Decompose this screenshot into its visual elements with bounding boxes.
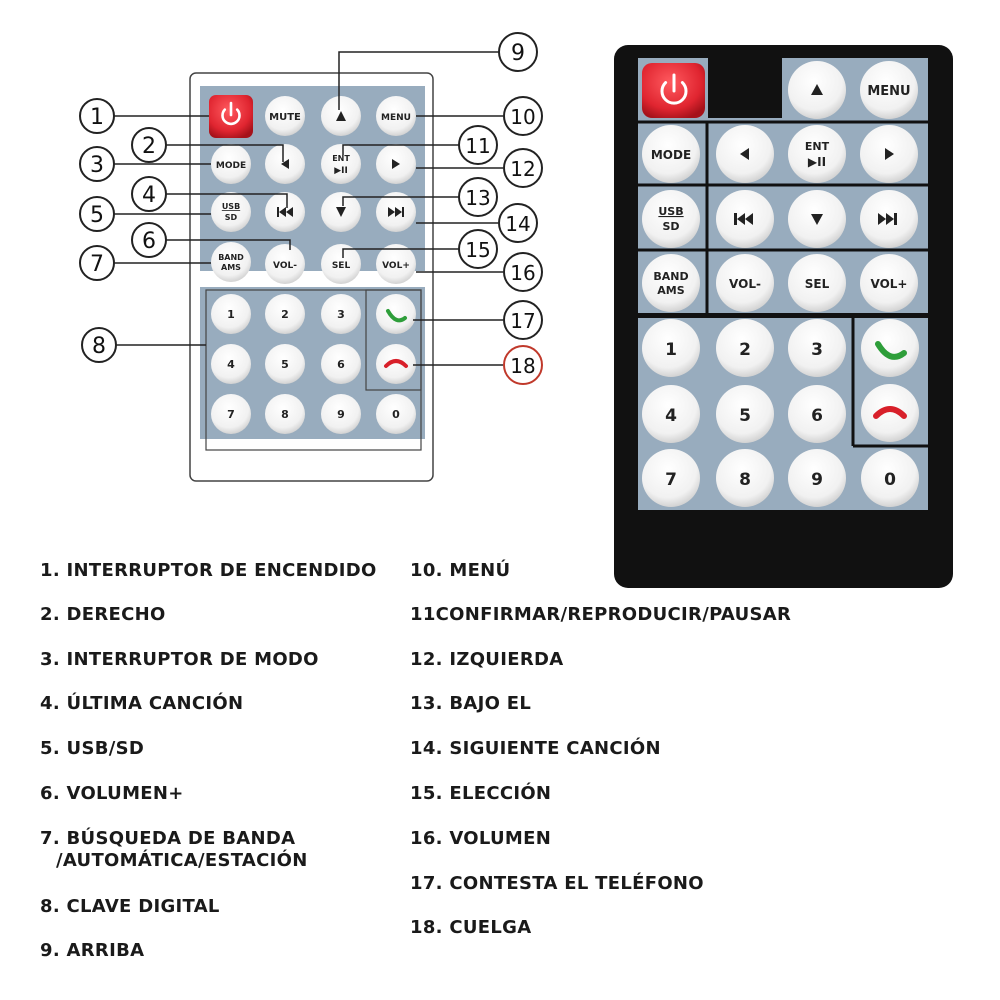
schematic-hangup-button[interactable] — [376, 344, 416, 384]
digit-3-label: 3 — [811, 340, 823, 360]
menu-label: MENU — [867, 84, 911, 99]
digit-1-label: 1 — [227, 308, 235, 321]
play-pause-icon: ▶II — [334, 166, 348, 176]
legend-item-10: 10. MENÚ — [410, 560, 511, 581]
digit-6-label: 6 — [811, 406, 823, 426]
callout-3: 3 — [90, 153, 104, 178]
schematic-band-ams-button[interactable] — [211, 242, 251, 282]
callout-13: 13 — [465, 186, 491, 210]
mute-label: MUTE — [269, 112, 301, 123]
vol-minus-label: VOL- — [729, 277, 761, 291]
digit-2-label: 2 — [281, 308, 289, 321]
band-label: BAND — [653, 270, 689, 283]
legend-item-1: 1. INTERRUPTOR DE ENCENDIDO — [40, 560, 377, 581]
schematic-ent-button[interactable] — [321, 144, 361, 184]
menu-label: MENU — [381, 113, 411, 123]
play-pause-icon: ▶II — [807, 155, 827, 169]
digit-8-label: 8 — [739, 470, 751, 490]
digit-4-label: 4 — [227, 358, 235, 371]
digit-3-label: 3 — [337, 308, 345, 321]
ams-label: AMS — [657, 284, 685, 297]
mode-label: MODE — [650, 148, 692, 162]
digit-4-label: 4 — [665, 406, 677, 426]
legend-item-14: 14. SIGUIENTE CANCIÓN — [410, 738, 661, 759]
schematic-usb-sd-button[interactable] — [211, 192, 251, 232]
callout-10: 10 — [510, 105, 536, 129]
digit-1-label: 1 — [665, 340, 677, 360]
photo-ent-button[interactable] — [788, 125, 846, 183]
digit-2-label: 2 — [739, 340, 751, 360]
callout-6: 6 — [142, 229, 156, 254]
callout-14: 14 — [505, 212, 531, 236]
digit-0-label: 0 — [392, 408, 400, 421]
legend-item-4: 4. ÚLTIMA CANCIÓN — [40, 693, 244, 714]
callout-17: 17 — [510, 309, 536, 333]
usb-label: USB — [221, 202, 241, 211]
ent-label: ENT — [804, 140, 830, 153]
schematic-power-button[interactable] — [209, 95, 253, 138]
legend-item-8: 8. CLAVE DIGITAL — [40, 896, 220, 917]
sd-label: SD — [224, 213, 238, 222]
legend-item-12: 12. IZQUIERDA — [410, 649, 564, 670]
callout-5: 5 — [90, 203, 104, 228]
digit-9-label: 9 — [811, 470, 823, 490]
photo-top-cutout — [708, 50, 782, 118]
callout-8: 8 — [92, 334, 106, 359]
ams-label: AMS — [221, 263, 241, 272]
legend-item-6: 6. VOLUMEN+ — [40, 783, 184, 804]
digit-7-label: 7 — [665, 470, 677, 490]
callout-2: 2 — [142, 134, 156, 159]
sel-label: SEL — [331, 261, 351, 271]
mode-label: MODE — [215, 161, 247, 171]
legend-item-15: 15. ELECCIÓN — [410, 783, 552, 804]
ent-label: ENT — [332, 154, 350, 163]
photo-usb-sd-button[interactable] — [642, 190, 700, 248]
legend-item-7: 7. BÚSQUEDA DE BANDA — [40, 828, 296, 849]
legend-item-17: 17. CONTESTA EL TELÉFONO — [410, 873, 704, 894]
callout-16: 16 — [510, 261, 536, 285]
sd-label: SD — [662, 220, 680, 233]
digit-5-label: 5 — [281, 358, 289, 371]
sel-label: SEL — [804, 277, 830, 291]
digit-0-label: 0 — [884, 470, 896, 490]
callout-15: 15 — [465, 238, 491, 262]
legend-item-13: 13. BAJO EL — [410, 693, 532, 714]
callout-18: 18 — [510, 354, 536, 378]
callout-4: 4 — [142, 183, 156, 208]
photo-answer-call-button[interactable] — [861, 319, 919, 377]
digit-9-label: 9 — [337, 408, 345, 421]
legend-item-3: 3. INTERRUPTOR DE MODO — [40, 649, 319, 670]
vol-plus-label: VOL+ — [382, 261, 410, 271]
vol-minus-label: VOL- — [273, 261, 297, 271]
callout-7: 7 — [90, 252, 104, 277]
legend-item-9: 9. ARRIBA — [40, 940, 145, 961]
schematic-remote — [190, 73, 433, 481]
band-label: BAND — [218, 253, 244, 262]
usb-label: USB — [658, 205, 684, 218]
callout-9: 9 — [511, 41, 525, 66]
legend-item-16: 16. VOLUMEN — [410, 828, 552, 849]
photo-band-ams-button[interactable] — [642, 254, 700, 312]
legend-item-11: 11CONFIRMAR/REPRODUCIR/PAUSAR — [410, 604, 792, 625]
vol-plus-label: VOL+ — [870, 277, 908, 291]
callout-1: 1 — [90, 105, 104, 130]
legend-item-18: 18. CUELGA — [410, 917, 532, 938]
callout-12: 12 — [510, 157, 536, 181]
legend-item-5: 5. USB/SD — [40, 738, 145, 759]
digit-6-label: 6 — [337, 358, 345, 371]
photo-hangup-button[interactable] — [861, 384, 919, 442]
digit-5-label: 5 — [739, 406, 751, 426]
digit-8-label: 8 — [281, 408, 289, 421]
legend-item-7-cont: /AUTOMÁTICA/ESTACIÓN — [56, 850, 308, 871]
photo-remote — [614, 45, 953, 588]
schematic-answer-call-button[interactable] — [376, 294, 416, 334]
legend-item-2: 2. DERECHO — [40, 604, 166, 625]
digit-7-label: 7 — [227, 408, 235, 421]
callout-11: 11 — [465, 134, 491, 158]
